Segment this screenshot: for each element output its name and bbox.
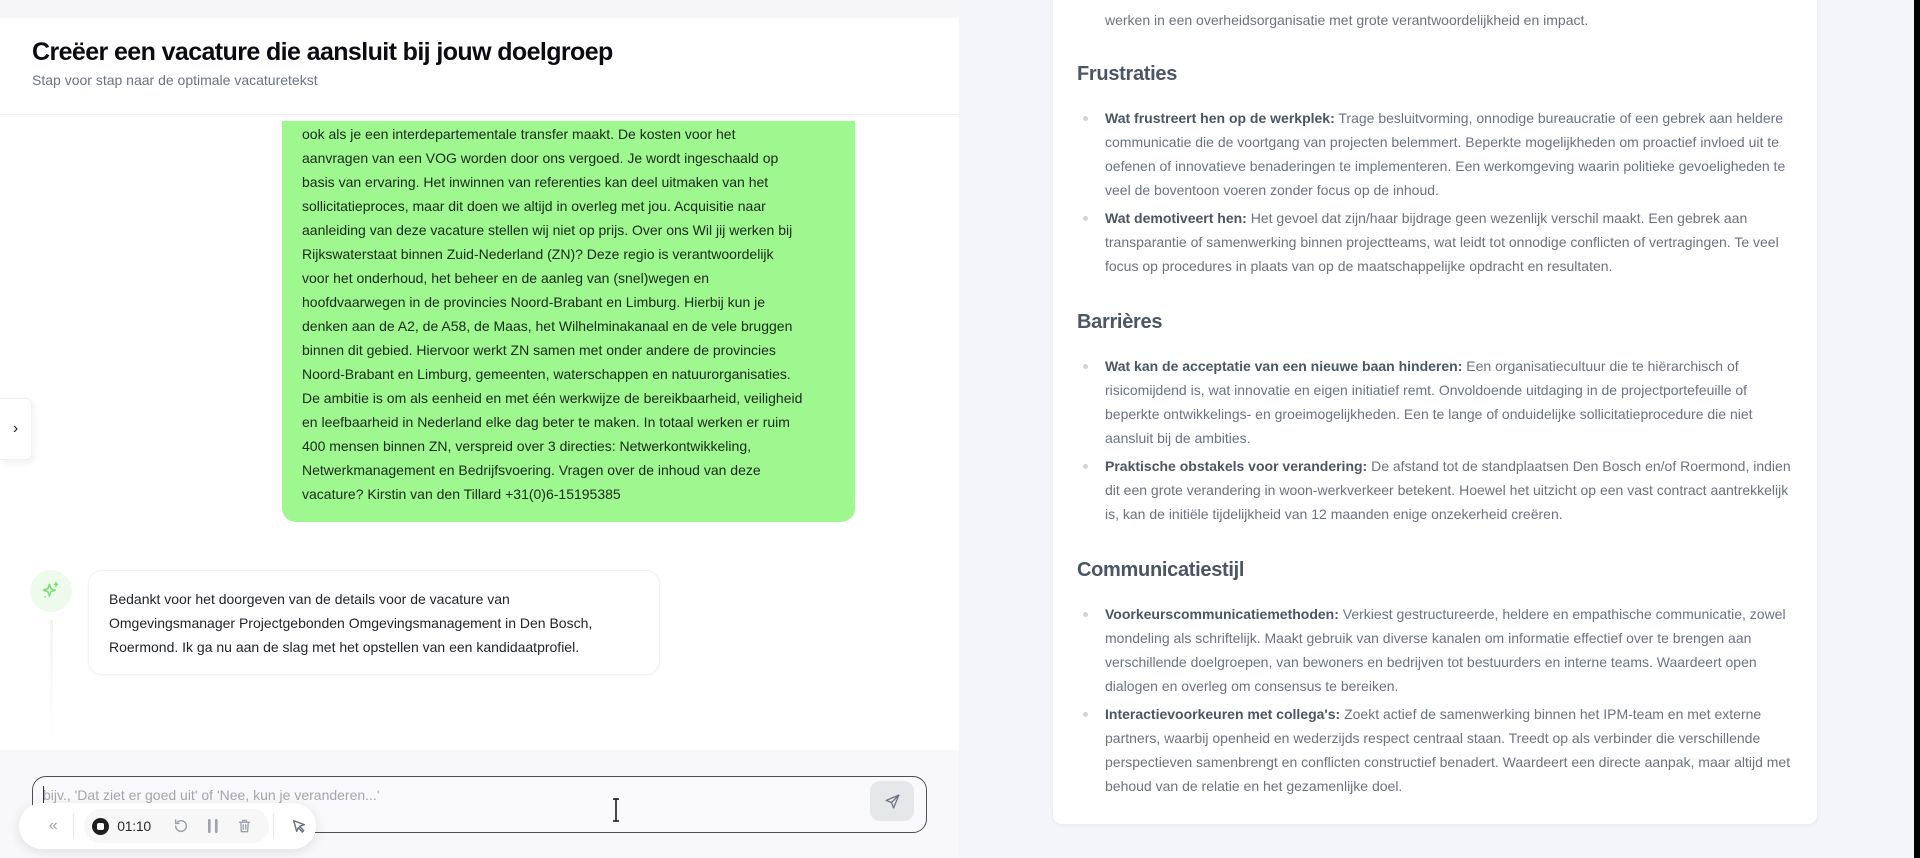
page-header [0, 18, 959, 115]
chat-messages[interactable] [0, 116, 959, 750]
text-caret [43, 786, 44, 803]
collapse-toolbar-button[interactable] [37, 817, 69, 835]
list-item [1077, 454, 1797, 526]
toolbar-divider [273, 814, 274, 838]
user-message-line: denken aan de A2, de A58, de Maas, het Wilhelminakanaal en de vele bruggen [302, 318, 793, 334]
user-message [282, 121, 855, 522]
send-icon [884, 793, 901, 810]
item-text: De afstand tot de standplaatsen Den Bosch en/of Roermond, indien dit een grote verandering in woon-werkverkeer betekent. Hoewel het uitzicht op een vast contract aantrekkelijk is, kan de initiële tijdelijkheid van 12 maanden enige onzekerheid creëren. [1105, 458, 1791, 522]
pause-button[interactable] [197, 818, 229, 834]
user-message-line: aanvragen van een VOG worden door ons vergoed. Je wordt ingeschaald op [302, 150, 779, 166]
recording-timer: 01:10 [117, 818, 151, 834]
item-text: Een organisatiecultuur die te hiërarchisch of risicomijdend is, wat innovatie en eigen initiatief remt. Onvoldoende uitdaging in de projectportefeuille of beperkte ontwikkelings- en groeimogelijkheden. Een te lange of onduidelijke sollicitatieprocedure die niet aansluit bij de ambities. [1105, 358, 1753, 446]
item-label: Wat demotiveert hen: [1105, 210, 1247, 226]
section-list-communicatiestijl [1077, 602, 1797, 802]
item-label: Wat kan de acceptatie van een nieuwe baan hinderen: [1105, 358, 1463, 374]
section-list-frustraties [1077, 106, 1797, 282]
list-item [1077, 106, 1797, 202]
list-item [1077, 702, 1797, 798]
list-item [1077, 354, 1797, 450]
page-subtitle: Stap voor stap naar de optimale vacaturetekst [32, 72, 318, 88]
user-message-line: ook als je een interdepartementale transfer maakt. De kosten voor het [302, 126, 736, 142]
user-message-line: Rijkswaterstaat binnen Zuid-Nederland (ZN)? Deze regio is verantwoordelijk [302, 246, 774, 262]
ibeam-cursor-icon [610, 798, 622, 822]
send-button[interactable] [870, 781, 914, 821]
ai-avatar [30, 570, 72, 612]
restart-icon [173, 818, 189, 834]
item-text: Zoekt actief de samenwerking binnen het IPM-team en met externe partners, waarbij openheid en wederzijds respect centraal staan. Treedt op als verbinder die verschillende perspectieven samenbrengt en conflicten constructief benadert. Waardeert een directe aanpak, maar altijd met behoud van de relatie en het gezamenlijke doel. [1105, 706, 1791, 794]
section-title-frustraties: Frustraties [1077, 63, 1178, 85]
delete-recording-button[interactable] [229, 818, 261, 834]
item-text: Het gevoel dat zijn/haar bijdrage geen wezenlijk verschil maakt. Een gebrek aan transparantie of samenwerking binnen projectteams, wat leidt tot onnodige conflicten of vertragingen. Te veel focus op procedures in plaats van op de maatschappelijke opdracht en resultaten. [1105, 210, 1779, 274]
trash-icon [237, 818, 252, 834]
ai-message [88, 570, 660, 675]
collapse-icon: « [48, 817, 58, 834]
item-label: Interactievoorkeuren met collega's: [1105, 706, 1341, 722]
pause-icon [206, 818, 220, 834]
item-text: Trage besluitvorming, onnodige bureaucratie of een gebrek aan heldere communicatie die de voortgang van projecten belemmert. Beperkte mogelijkheden om proactief invloed uit te oefenen of innovatieve benaderingen te implementeren. Een werkomgeving waarin politieke gevoeligheden te veel de boventoon voeren zonder focus op de inhoud. [1105, 110, 1786, 198]
item-label: Voorkeurscommunicatiemethoden: [1105, 606, 1339, 622]
user-message-line: hoofdvaarwegen in de provincies Noord-Brabant en Limburg. Hierbij kun je [302, 294, 766, 310]
list-item [1077, 206, 1797, 278]
user-message-line: en leefbaarheid in Nederland elke dag beter te maken. In totaal werken er ruim [302, 414, 790, 430]
user-message-line: De ambitie is om als eenheid en met één werkwijze de bereikbaarheid, veiligheid [302, 390, 803, 406]
item-label: Wat frustreert hen op de werkplek: [1105, 110, 1335, 126]
stop-record-button[interactable] [92, 818, 109, 835]
section-title-communicatiestijl: Communicatiestijl [1077, 559, 1245, 581]
user-message-line: binnen dit gebied. Hiervoor werkt ZN samen met onder andere de provincies [302, 342, 776, 358]
section-title-barrieres: Barrières [1077, 311, 1163, 333]
ai-message-line: Bedankt voor het doorgeven van de details voor de vacature van [109, 591, 510, 607]
recording-controls [84, 809, 269, 843]
user-message-line: Noord-Brabant en Limburg, gemeenten, waterschappen en natuurorganisaties. [302, 366, 791, 382]
user-message-line: vacature? Kirstin van den Tillard +31(0)6-15195385 [302, 486, 621, 502]
section-list-barrieres [1077, 354, 1797, 530]
recording-toolbar [19, 803, 316, 849]
sidebar-toggle-button[interactable] [0, 398, 32, 460]
restart-button[interactable] [165, 818, 197, 834]
user-message-line: 400 mensen binnen ZN, verspreid over 3 directies: Netwerkontwikkeling, [302, 438, 751, 454]
user-message-line: voor het onderhoud, het beheer en de aanleg van (snel)wegen en [302, 270, 710, 286]
user-message-line: sollicitatieproces, maar dit doen we altijd in overleg met jou. Acquisitie naar [302, 198, 766, 214]
ai-thread-line [50, 620, 53, 740]
previous-text: werken in een overheidsorganisatie met grote verantwoordelijkheid en impact. [1105, 12, 1589, 28]
chevron-right-icon: › [12, 420, 19, 437]
user-message-line: basis van ervaring. Het inwinnen van referenties kan deel uitmaken van het [302, 174, 769, 190]
item-label: Praktische obstakels voor verandering: [1105, 458, 1368, 474]
stop-record-icon [97, 823, 104, 830]
page-title: Creëer een vacature die aansluit bij jouw doelgroep [32, 38, 613, 66]
candidate-profile-card [1052, 0, 1818, 825]
ai-message-line: Roermond. Ik ga nu aan de slag met het opstellen van een kandidaatprofiel. [109, 639, 580, 655]
screen-edge [1914, 0, 1920, 858]
user-message-line: aanleiding van deze vacature stellen wij niet op prijs. Over ons Wil jij werken bij [302, 222, 793, 238]
user-message-line: Netwerkmanagement en Bedrijfsvoering. Vragen over de inhoud van deze [302, 462, 761, 478]
item-text: Verkiest gestructureerde, heldere en empathische communicatie, zowel mondeling als schriftelijk. Maakt gebruik van diverse kanalen om informatie effectief over te brengen aan verschillende doelgroepen, van bewoners en bedrijven tot bestuurders en interne teams. Waardeert open dialogen en overleg om consensus te bereiken. [1105, 606, 1786, 694]
top-strip [0, 0, 959, 18]
chat-panel [0, 0, 959, 858]
toolbar-divider [73, 814, 74, 838]
pointer-icon [291, 818, 307, 834]
list-item [1077, 602, 1797, 698]
ai-message-line: Omgevingsmanager Projectgebonden Omgevingsmanagement in Den Bosch, [109, 615, 593, 631]
pointer-tool-button[interactable] [282, 818, 316, 834]
sparkle-icon [41, 581, 61, 601]
